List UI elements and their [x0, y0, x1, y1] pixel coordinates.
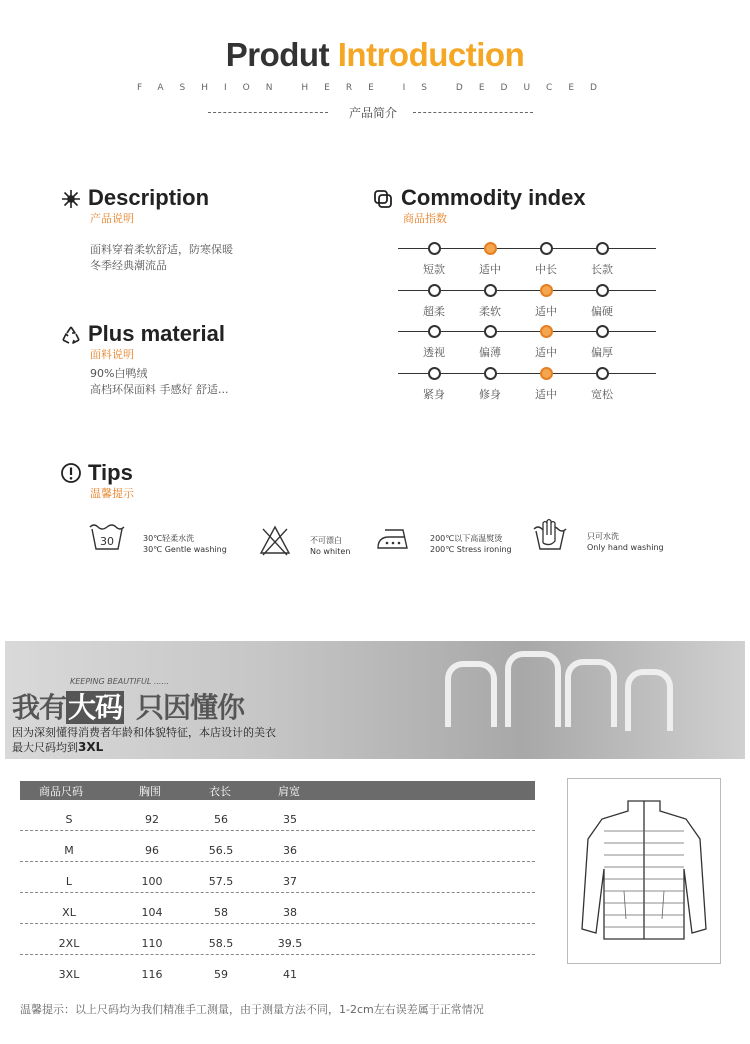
scale-label: 柔软 — [479, 305, 501, 318]
scale-label: 超柔 — [423, 305, 445, 318]
index-scale — [398, 367, 658, 401]
note-size: 3XL — [78, 740, 104, 754]
footer-note: 温馨提示：以上尺码均为我们精准手工测量，由于测量方法不同，1-2cm左右误差属于正常情况 — [20, 1003, 484, 1016]
table-cell: 110 — [141, 937, 163, 950]
banner-note — [12, 726, 276, 755]
scale-label: 中长 — [535, 263, 557, 276]
table-cell: S — [65, 813, 73, 826]
scale-dot — [428, 367, 441, 380]
table-cell: 96 — [145, 844, 159, 857]
table-cell: 104 — [141, 906, 163, 919]
table-cell: 57.5 — [208, 875, 234, 888]
clip-icon — [372, 188, 394, 210]
index-scale — [398, 284, 658, 318]
scale-dot — [596, 242, 609, 255]
hanger-shape — [445, 661, 497, 727]
scale-dot-selected — [540, 325, 553, 338]
scale-label: 偏硬 — [591, 305, 613, 318]
description-text — [90, 242, 233, 274]
table-cell: 58 — [214, 906, 228, 919]
note-prefix: 最大尺码均到 — [12, 741, 78, 754]
scale-label: 短款 — [423, 263, 445, 276]
page-title — [0, 36, 750, 74]
table-cell: XL — [62, 906, 76, 919]
table-cell: 39.5 — [277, 937, 303, 950]
slogan-part: 只因懂你 — [136, 691, 245, 724]
scale-dot — [484, 284, 497, 297]
header-cn-row — [208, 104, 538, 120]
table-cell: 2XL — [58, 937, 80, 950]
iron-icon — [375, 526, 411, 552]
note-line: 因为深刻懂得消费者年龄和体貌特征，本店设计的美衣 — [12, 726, 276, 739]
table-row — [20, 800, 535, 831]
text-line: 高档环保面料 手感好 舒适... — [90, 383, 229, 396]
commodity-subtitle: 商品指数 — [403, 212, 447, 225]
table-cell: M — [64, 844, 74, 857]
scale-dot — [484, 325, 497, 338]
material-subtitle: 面料说明 — [90, 348, 134, 361]
care-cn: 200℃以下高温熨烫 — [430, 534, 503, 543]
scale-label: 偏厚 — [591, 346, 613, 359]
scale-dot — [428, 242, 441, 255]
scale-label: 长款 — [591, 263, 613, 276]
description-title: Description — [88, 185, 210, 210]
scale-dot — [596, 367, 609, 380]
scale-dot — [428, 284, 441, 297]
size-table — [20, 781, 535, 985]
wash-30-icon — [88, 521, 126, 551]
table-row — [20, 831, 535, 862]
scale-label: 修身 — [479, 388, 501, 401]
table-cell: 37 — [283, 875, 297, 888]
subtitle-word: HERE — [301, 83, 390, 93]
care-cn: 只可水洗 — [587, 532, 619, 541]
scale-dot-selected — [540, 284, 553, 297]
text-line: 90%白鸭绒 — [90, 367, 148, 380]
table-cell: 36 — [283, 844, 297, 857]
text-line: 冬季经典潮流品 — [90, 259, 167, 272]
scale-dot-selected — [484, 242, 497, 255]
scale-label: 适中 — [535, 388, 557, 401]
description-subtitle: 产品说明 — [90, 212, 134, 225]
table-cell: 56.5 — [208, 844, 234, 857]
table-row — [20, 862, 535, 893]
table-cell: 59 — [214, 968, 228, 981]
table-row — [20, 924, 535, 955]
alert-icon — [60, 462, 82, 484]
header-subtitle — [0, 83, 750, 93]
care-en: 30℃ Gentle washing — [143, 545, 227, 554]
material-title: Plus material — [88, 321, 225, 346]
commodity-title: Commodity index — [401, 185, 586, 210]
table-cell: L — [65, 875, 73, 888]
care-label — [430, 533, 512, 555]
title-word-1: Produt — [225, 36, 330, 73]
table-header-cell: 胸围 — [139, 785, 161, 798]
scale-label: 宽松 — [591, 388, 613, 401]
material-text — [90, 366, 228, 398]
slogan-part: 我有 — [12, 691, 67, 724]
scale-label: 偏薄 — [479, 346, 501, 359]
snowflake-icon — [60, 188, 82, 210]
hanger-shape — [505, 651, 561, 727]
jacket-drawing — [568, 779, 720, 963]
care-label — [143, 533, 227, 555]
hanger-shape — [625, 669, 673, 731]
wash-temp-label: 30 — [100, 535, 114, 548]
scale-label: 透视 — [423, 346, 445, 359]
jacket-image — [567, 778, 721, 964]
table-header-cell: 商品尺码 — [39, 785, 83, 798]
recycle-icon — [60, 324, 82, 346]
care-label — [310, 535, 350, 557]
care-en: Only hand washing — [587, 543, 664, 552]
subtitle-word: FASHION — [137, 83, 289, 93]
table-header-cell: 肩宽 — [278, 785, 300, 798]
index-scale — [398, 325, 658, 359]
tips-title: Tips — [88, 460, 133, 485]
table-header — [20, 781, 535, 800]
slogan-highlight: 大码 — [68, 691, 123, 724]
table-cell: 3XL — [58, 968, 80, 981]
hanger-shape — [565, 659, 617, 727]
table-row — [20, 955, 535, 985]
table-cell: 41 — [283, 968, 297, 981]
scale-dot — [428, 325, 441, 338]
table-cell: 58.5 — [208, 937, 234, 950]
banner-slogan — [12, 686, 244, 726]
care-cn: 不可漂白 — [310, 536, 342, 545]
tips-subtitle: 温馨提示 — [90, 487, 134, 500]
scale-label: 紧身 — [423, 388, 445, 401]
table-cell: 56 — [214, 813, 228, 826]
text-line: 面料穿着柔软舒适，防寒保暖 — [90, 243, 233, 256]
divider — [413, 112, 533, 113]
care-en: 200℃ Stress ironing — [430, 545, 512, 554]
subtitle-word: IS — [402, 83, 444, 93]
table-cell: 116 — [141, 968, 163, 981]
care-label — [587, 531, 664, 553]
table-body — [20, 800, 535, 985]
header-cn-label: 产品简介 — [348, 106, 397, 120]
index-scale — [398, 242, 658, 276]
care-cn: 30℃轻柔水洗 — [143, 534, 195, 543]
table-row — [20, 893, 535, 924]
table-cell: 100 — [141, 875, 163, 888]
no-bleach-icon — [258, 524, 292, 556]
hand-wash-icon — [532, 517, 568, 551]
title-word-2: Introduction — [337, 36, 525, 73]
scale-dot — [596, 325, 609, 338]
table-cell: 35 — [283, 813, 297, 826]
table-cell: 38 — [283, 906, 297, 919]
care-en: No whiten — [310, 547, 351, 556]
banner-keeping: KEEPING BEAUTIFUL ...... — [70, 677, 170, 686]
table-header-cell: 衣长 — [209, 785, 231, 798]
note-line — [12, 740, 276, 755]
scale-label: 适中 — [535, 346, 557, 359]
scale-dot — [484, 367, 497, 380]
scale-label: 适中 — [535, 305, 557, 318]
subtitle-word: DEDUCED — [455, 83, 613, 93]
scale-dot-selected — [540, 367, 553, 380]
table-cell: 92 — [145, 813, 159, 826]
scale-dot — [596, 284, 609, 297]
scale-dot — [540, 242, 553, 255]
scale-label: 适中 — [479, 263, 501, 276]
